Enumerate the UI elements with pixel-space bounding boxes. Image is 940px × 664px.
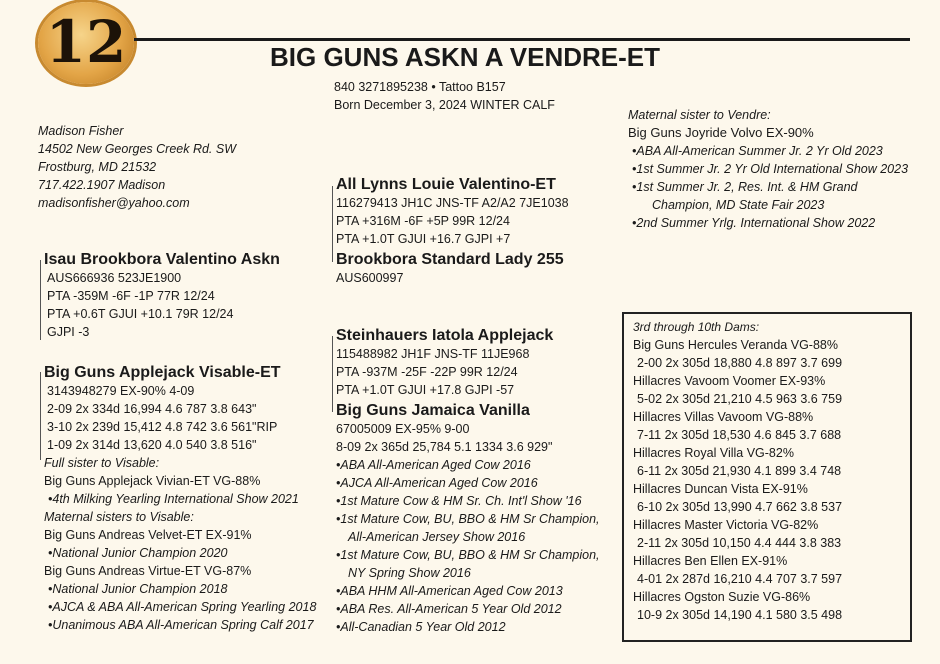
sire-sire-line: 116279413 JH1C JNS-TF A2/A2 7JE1038 — [336, 196, 569, 210]
sire-block — [44, 251, 280, 341]
dam-entry-name: Hillacres Duncan Vista EX-91% — [633, 482, 808, 496]
dam-dam-name: Big Guns Jamaica Vanilla — [336, 402, 530, 419]
dam-entry-record: 6-11 2x 305d 21,930 4.1 899 3.4 748 — [637, 464, 842, 478]
dams-box-heading: 3rd through 10th Dams: — [633, 320, 760, 334]
consignor-email: madisonfisher@yahoo.com — [38, 196, 190, 210]
sire-dam-block — [336, 251, 564, 287]
header-rule — [134, 38, 910, 41]
sire-sire-line: PTA +1.0T GJUI +16.7 GJPI +7 — [336, 232, 511, 246]
dam-dam-honor: •All-Canadian 5 Year Old 2012 — [336, 620, 506, 634]
sire-sire-block — [336, 176, 569, 248]
sister-honor: •Unanimous ABA All-American Spring Calf 2017 — [48, 618, 314, 632]
sire-name: Isau Brookbora Valentino Askn — [44, 251, 280, 268]
dam-line: 3-10 2x 239d 15,412 4.8 742 3.6 561"RIP — [47, 420, 278, 434]
maternal-sister-honor: •1st Summer Jr. 2, Res. Int. & HM Grand — [632, 180, 858, 194]
sister-honor: •National Junior Champion 2018 — [48, 582, 228, 596]
pedigree-connector — [332, 336, 333, 412]
full-sister-honor: •4th Milking Yearling International Show 2021 — [48, 492, 299, 506]
consignor-name: Madison Fisher — [38, 124, 124, 138]
full-sister-name: Big Guns Applejack Vivian-ET VG-88% — [44, 474, 261, 488]
dam-entry-record: 6-10 2x 305d 13,990 4.7 662 3.8 537 — [637, 500, 843, 514]
dam-line: 2-09 2x 334d 16,994 4.6 787 3.8 643" — [47, 402, 257, 416]
sister-honor: •AJCA & ABA All-American Spring Yearling 2018 — [48, 600, 317, 614]
dam-entry-name: Hillacres Vavoom Voomer EX-93% — [633, 374, 826, 388]
consignor-address: 14502 New Georges Creek Rd. SW — [38, 142, 237, 156]
lot-number: 12 — [45, 8, 127, 76]
sire-line: AUS666936 523JE1900 — [47, 271, 182, 285]
dam-entry-record: 2-00 2x 305d 18,880 4.8 897 3.7 699 — [637, 356, 843, 370]
consignor-city: Frostburg, MD 21532 — [38, 160, 157, 174]
sister-name: Big Guns Andreas Velvet-ET EX-91% — [44, 528, 252, 542]
dam-entry-name: Hillacres Royal Villa VG-82% — [633, 446, 794, 460]
consignor-block — [38, 122, 236, 212]
consignor-phone: 717.422.1907 Madison — [38, 178, 166, 192]
dam-line: 1-09 2x 314d 13,620 4.0 540 3.8 516" — [47, 438, 257, 452]
dam-dam-honor: •AJCA All-American Aged Cow 2016 — [336, 476, 538, 490]
dam-entry-name: Big Guns Hercules Veranda VG-88% — [633, 338, 838, 352]
dam-sire-line: PTA -937M -25F -22P 99R 12/24 — [336, 365, 518, 379]
dam-entry-name: Hillacres Villas Vavoom VG-88% — [633, 410, 814, 424]
sister-honor: •National Junior Champion 2020 — [48, 546, 228, 560]
maternal-sister-block — [628, 106, 908, 232]
maternal-sister-heading: Maternal sister to Vendre: — [628, 108, 771, 122]
dam-name: Big Guns Applejack Visable-ET — [44, 364, 281, 381]
sire-sire-line: PTA +316M -6F +5P 99R 12/24 — [336, 214, 510, 228]
born-line: Born December 3, 2024 WINTER CALF — [334, 98, 555, 112]
dam-dam-line: 67005009 EX-95% 9-00 — [336, 422, 470, 436]
dam-sire-line: PTA +1.0T GJUI +17.8 GJPI -57 — [336, 383, 515, 397]
dam-line: 3143948279 EX-90% 4-09 — [47, 384, 195, 398]
animal-name: BIG GUNS ASKN A VENDRE-ET — [270, 42, 661, 72]
dam-sire-line: 115488982 JH1F JNS-TF 11JE968 — [336, 347, 530, 361]
sister-name: Big Guns Andreas Virtue-ET VG-87% — [44, 564, 252, 578]
pedigree-connector — [332, 186, 333, 262]
dam-dam-honor: •1st Mature Cow & HM Sr. Ch. Int'l Show '16 — [336, 494, 582, 508]
dam-dam-honor: •ABA All-American Aged Cow 2016 — [336, 458, 531, 472]
dams-box — [622, 312, 912, 642]
maternal-sister-honor: •2nd Summer Yrlg. International Show 2022 — [632, 216, 876, 230]
sire-line: PTA -359M -6F -1P 77R 12/24 — [47, 289, 215, 303]
dam-entry-name: Hillacres Ben Ellen EX-91% — [633, 554, 788, 568]
dam-dam-line: 8-09 2x 365d 25,784 5.1 1334 3.6 929" — [336, 440, 553, 454]
dam-entry-record: 2-11 2x 305d 10,150 4.4 444 3.8 383 — [637, 536, 842, 550]
dam-entry-record: 7-11 2x 305d 18,530 4.6 845 3.7 688 — [637, 428, 842, 442]
dam-dam-honor: •ABA Res. All-American 5 Year Old 2012 — [336, 602, 562, 616]
pedigree-connector — [40, 260, 41, 340]
lot-number-badge — [38, 2, 134, 84]
sire-line: GJPI -3 — [47, 325, 90, 339]
dam-dam-honor: •1st Mature Cow, BU, BBO & HM Sr Champion, — [336, 512, 600, 526]
maternal-sisters-heading: Maternal sisters to Visable: — [44, 510, 194, 524]
dam-dam-honor: •1st Mature Cow, BU, BBO & HM Sr Champion, — [336, 548, 600, 562]
dam-entry-record: 10-9 2x 305d 14,190 4.1 580 3.5 498 — [637, 608, 843, 622]
pedigree-connector — [40, 372, 41, 460]
dam-sire-block — [336, 327, 553, 399]
dam-entry-record: 5-02 2x 305d 21,210 4.5 963 3.6 759 — [637, 392, 843, 406]
dam-dam-honor: All-American Jersey Show 2016 — [348, 530, 526, 544]
dam-block — [44, 364, 316, 634]
dam-dam-honor: NY Spring Show 2016 — [348, 566, 471, 580]
full-sister-heading: Full sister to Visable: — [44, 456, 160, 470]
sire-dam-name: Brookbora Standard Lady 255 — [336, 251, 564, 268]
maternal-sister-honor: •1st Summer Jr. 2 Yr Old International Show 2023 — [632, 162, 909, 176]
dam-dam-honor: •ABA HHM All-American Aged Cow 2013 — [336, 584, 563, 598]
dam-sire-name: Steinhauers Iatola Applejack — [336, 327, 554, 344]
maternal-sister-honor: Champion, MD State Fair 2023 — [652, 198, 825, 212]
maternal-sister-honor: •ABA All-American Summer Jr. 2 Yr Old 2023 — [632, 144, 883, 158]
sire-sire-name: All Lynns Louie Valentino-ET — [336, 176, 556, 193]
dam-entry-name: Hillacres Master Victoria VG-82% — [633, 518, 819, 532]
dam-entry-record: 4-01 2x 287d 16,210 4.4 707 3.7 597 — [637, 572, 843, 586]
dam-entry-name: Hillacres Ogston Suzie VG-86% — [633, 590, 811, 604]
dam-dam-block — [336, 402, 600, 636]
sire-dam-line: AUS600997 — [336, 271, 404, 285]
sire-line: PTA +0.6T GJUI +10.1 79R 12/24 — [47, 307, 234, 321]
maternal-sister-name: Big Guns Joyride Volvo EX-90% — [628, 125, 814, 140]
registration-line: 840 3271895238 • Tattoo B157 — [334, 80, 506, 94]
